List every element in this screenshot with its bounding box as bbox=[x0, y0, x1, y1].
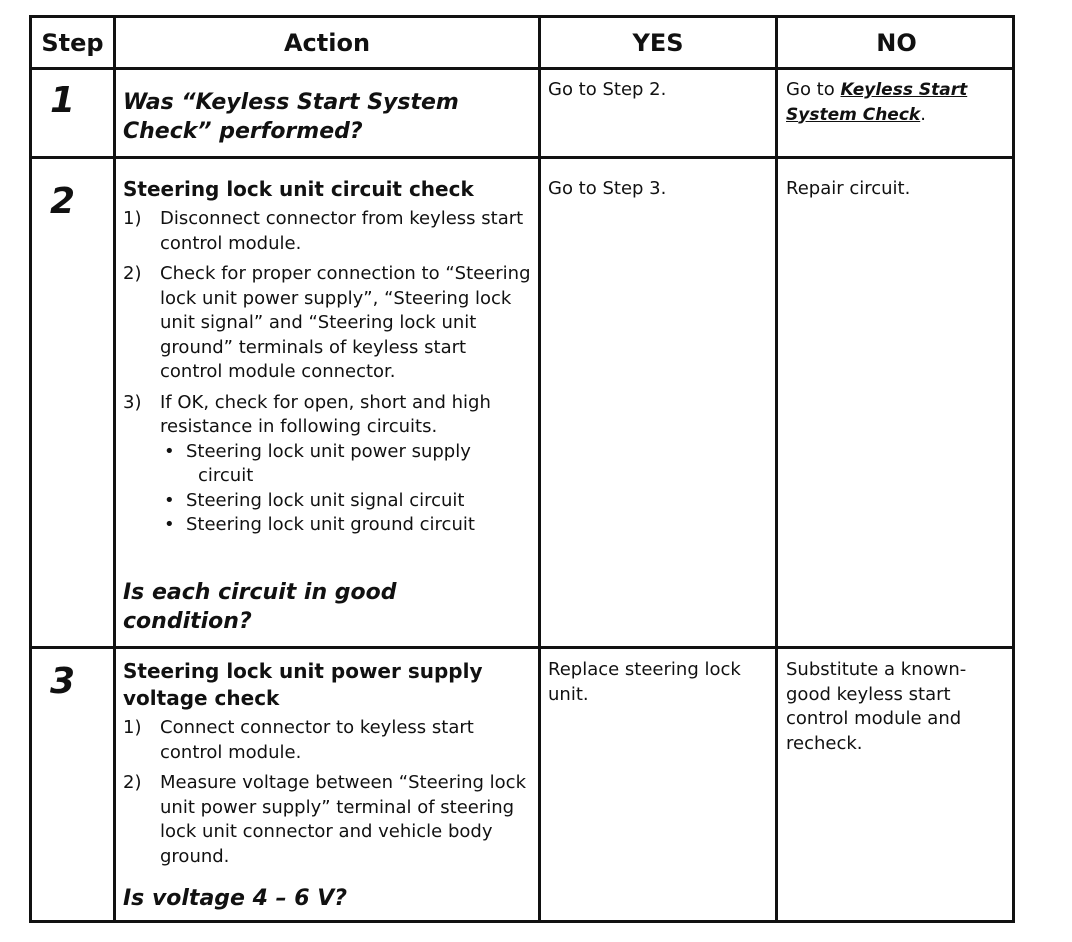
step-action bbox=[123, 658, 533, 875]
column-divider bbox=[113, 18, 116, 920]
item-text: Disconnect connector from keyless start control module. bbox=[160, 208, 524, 254]
header-step: Step bbox=[41, 29, 104, 57]
item-text: If OK, check for open, short and high resistance in following circuits. bbox=[160, 391, 491, 437]
bullet-item bbox=[160, 440, 533, 489]
item-number: 3) bbox=[123, 391, 142, 413]
yes-action: Go to Step 2. bbox=[548, 79, 667, 100]
yes-action: Replace steering lock unit. bbox=[548, 659, 741, 705]
header-action: Action bbox=[283, 29, 371, 57]
item-number: 1) bbox=[123, 717, 142, 738]
column-divider bbox=[775, 18, 778, 920]
diagnostic-table bbox=[29, 15, 1015, 923]
step-action bbox=[123, 176, 533, 538]
step-number: 2 bbox=[50, 181, 76, 222]
step-title: Steering lock unit power supply voltage check bbox=[123, 659, 483, 710]
step-number: 3 bbox=[50, 661, 76, 702]
step-question: Is voltage 4 – 6 V? bbox=[123, 886, 348, 911]
step-title: Steering lock unit circuit check bbox=[123, 177, 474, 201]
item-number: 1) bbox=[123, 208, 142, 229]
no-action-suffix: . bbox=[920, 103, 926, 125]
column-divider bbox=[538, 18, 541, 920]
list-item bbox=[123, 771, 533, 869]
bullet-item bbox=[160, 489, 533, 514]
item-text: Check for proper connection to “Steering lock unit power supply”, “Steering lock unit signal” and “Steering lock unit ground” terminals of keyless start control module connector. bbox=[160, 263, 531, 382]
step-instructions bbox=[123, 207, 533, 538]
step-question: Is each circuit in good condition? bbox=[123, 580, 397, 634]
keyless-start-system-check-link[interactable]: Keyless Start System Check bbox=[786, 80, 968, 125]
step-question: Was “Keyless Start System Check” performed? bbox=[123, 90, 459, 144]
no-action: Repair circuit. bbox=[786, 178, 911, 199]
list-item bbox=[123, 207, 533, 256]
row-divider bbox=[32, 156, 1012, 159]
row-divider bbox=[32, 646, 1012, 649]
header-no: NO bbox=[876, 29, 917, 57]
bullet-text: Steering lock unit power supply bbox=[186, 440, 471, 462]
item-number: 2) bbox=[123, 772, 142, 793]
step-instructions bbox=[123, 716, 533, 869]
header-yes: YES bbox=[632, 29, 684, 57]
circuit-list bbox=[160, 440, 533, 538]
list-item bbox=[123, 262, 533, 385]
list-item bbox=[123, 391, 533, 538]
step-number: 1 bbox=[50, 80, 76, 121]
bullet-text: Steering lock unit signal circuit bbox=[186, 489, 465, 511]
no-action: Substitute a known-good keyless start control module and recheck. bbox=[786, 659, 967, 754]
yes-action: Go to Step 3. bbox=[548, 178, 667, 199]
bullet-item bbox=[160, 513, 533, 538]
no-action bbox=[786, 78, 1011, 127]
item-number: 2) bbox=[123, 263, 142, 284]
bullet-text: Steering lock unit ground circuit bbox=[186, 514, 475, 535]
no-action-prefix: Go to bbox=[786, 79, 841, 100]
list-item bbox=[123, 716, 533, 765]
item-text: Connect connector to keyless start control module. bbox=[160, 717, 474, 763]
bullet-text-continued: circuit bbox=[198, 465, 254, 486]
item-text: Measure voltage between “Steering lock unit power supply” terminal of steering lock unit connector and vehicle body ground. bbox=[160, 772, 527, 867]
